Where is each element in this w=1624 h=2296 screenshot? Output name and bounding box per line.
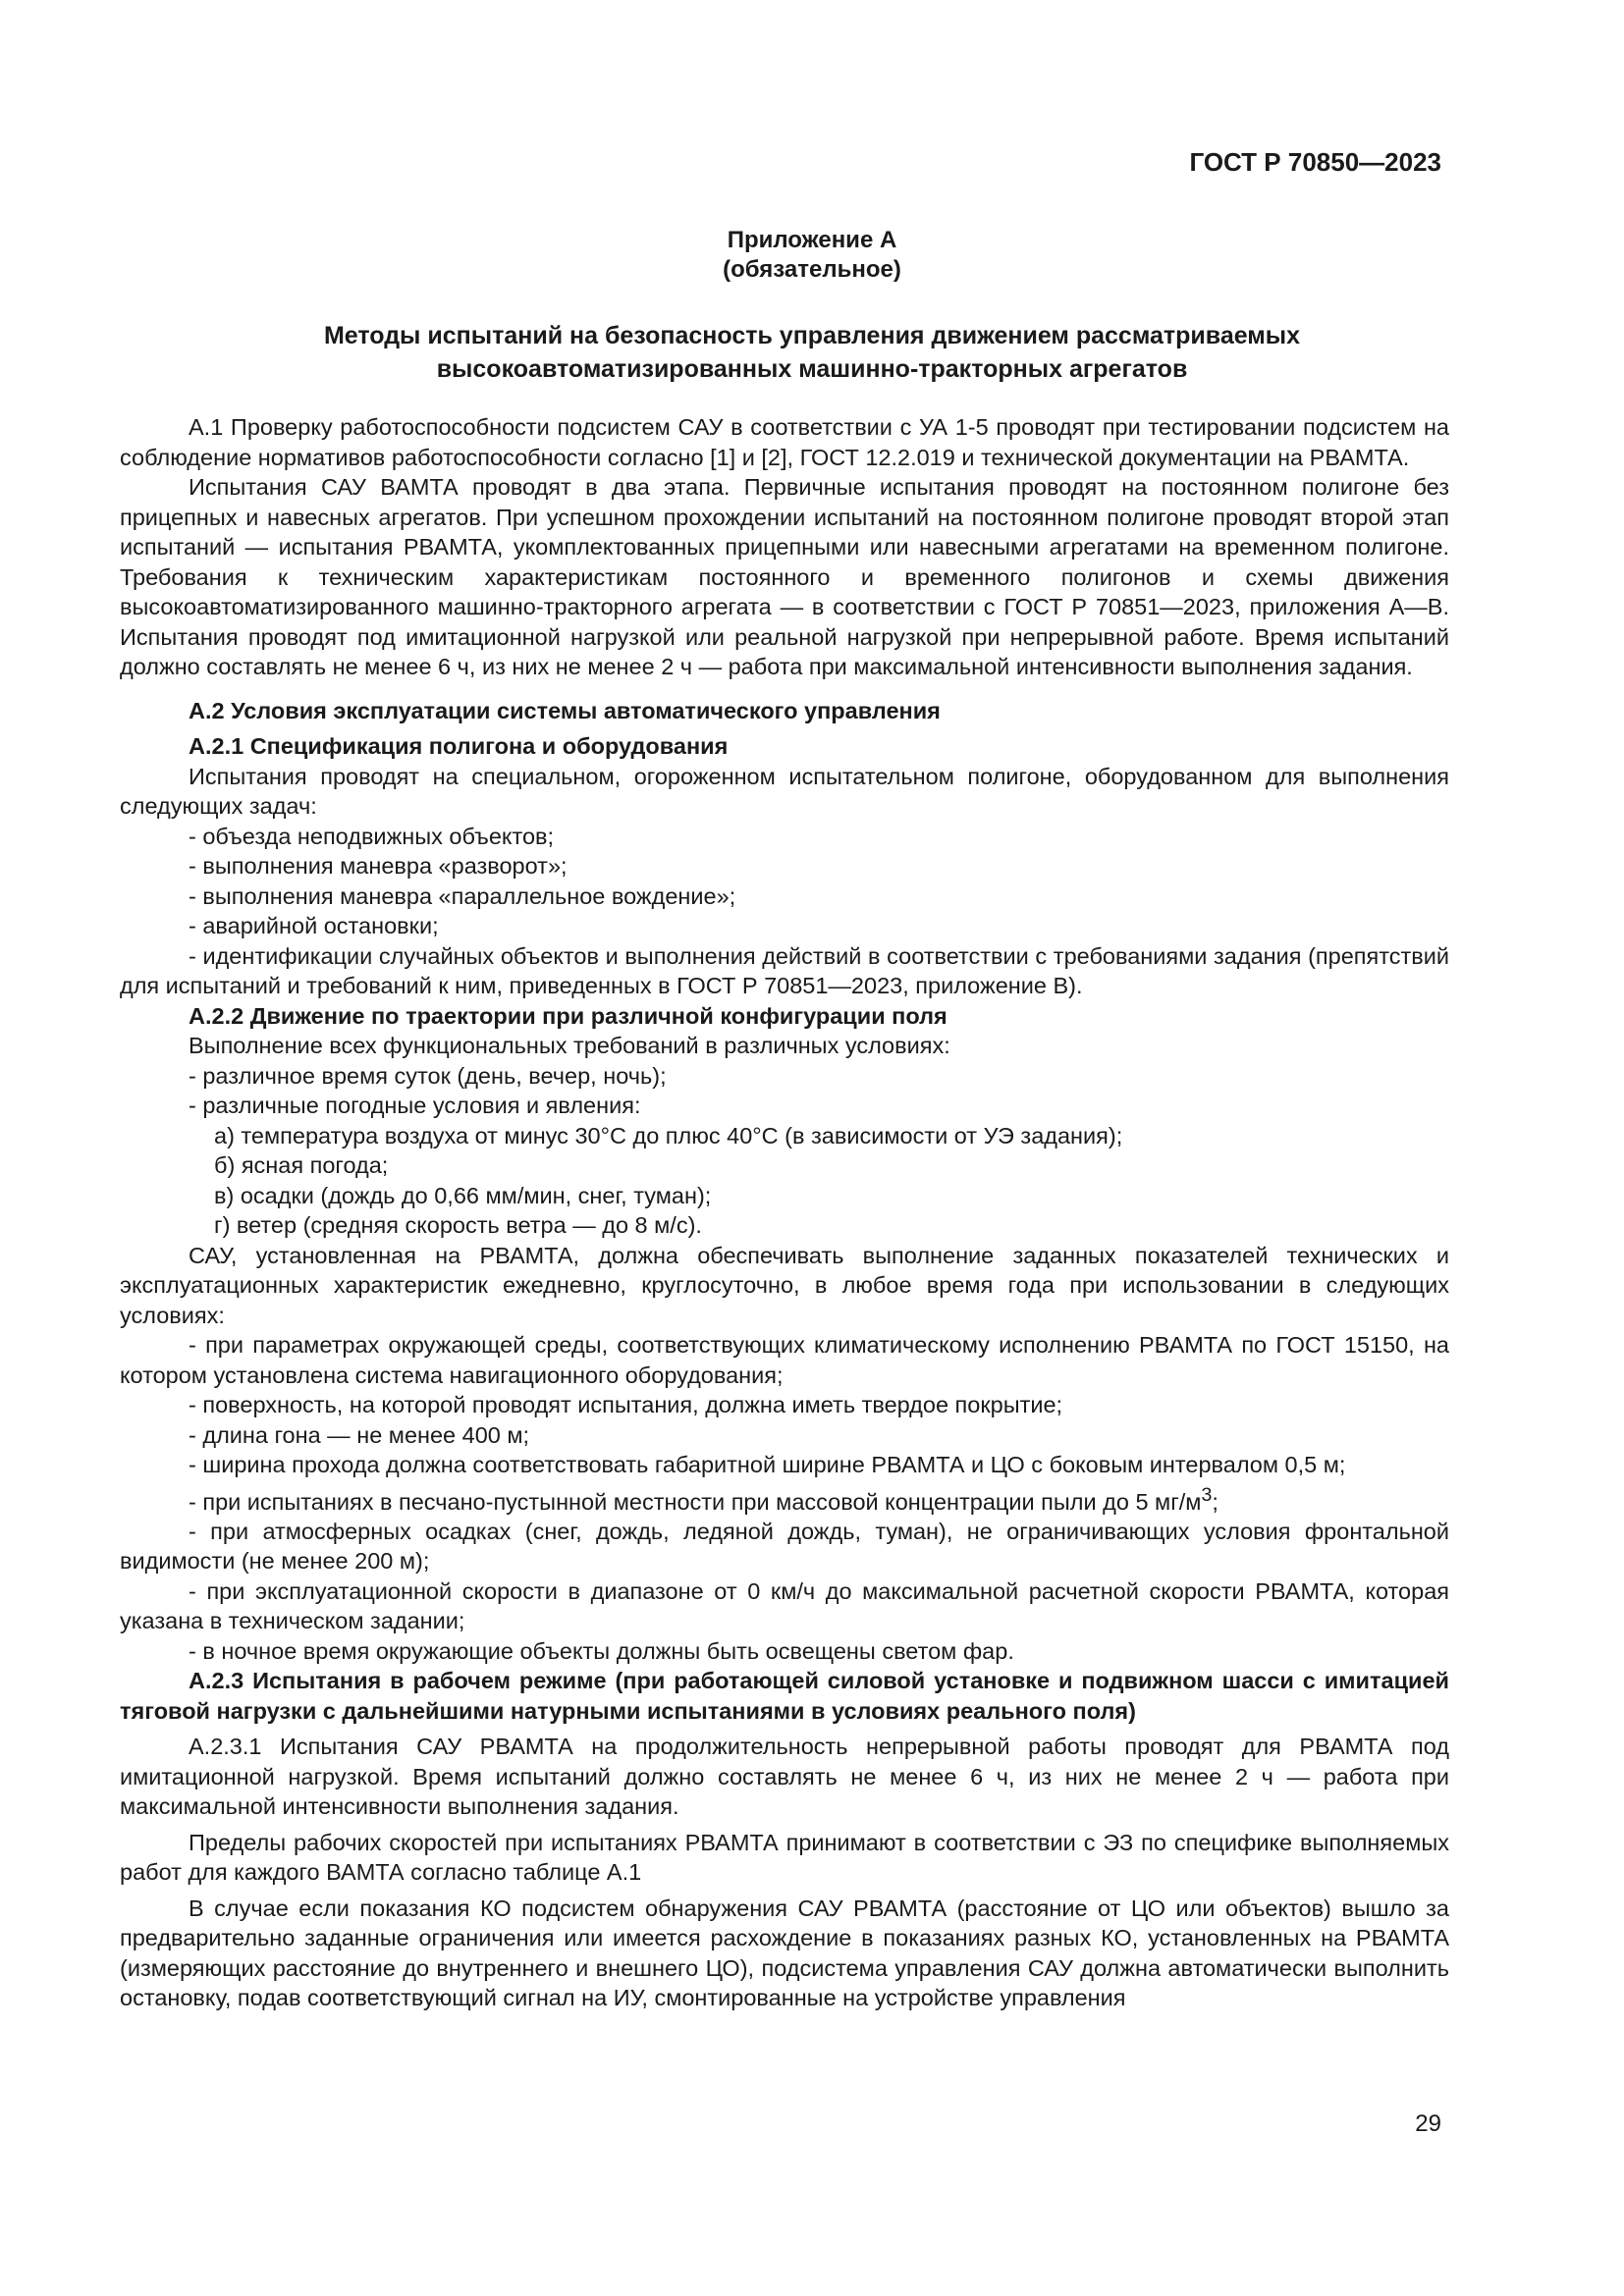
title-line-2: высокоавтоматизированных машинно-тракторных агрегатов [436, 355, 1188, 383]
sub-list-item: в) осадки (дождь до 0,66 мм/мин, снег, туман); [214, 1182, 712, 1208]
list-item-dust [120, 1480, 1449, 1517]
paragraph-a21-intro: Испытания проводят на специальном, огороженном испытательном полигоне, оборудованном для выполнения следующих задач: [120, 763, 1449, 819]
list-item: - аварийной остановки; [189, 913, 439, 938]
paragraph-sau-conditions: САУ, установленная на РВАМТА, должна обеспечивать выполнение заданных показателей технических и эксплуатационных характеристик ежедневно, круглосуточно, в любое время года при использовании в следующих условиях: [120, 1242, 1449, 1328]
list-item: - различные погодные условия и явления: [189, 1093, 641, 1118]
list-item: - объезда неподвижных объектов; [189, 823, 555, 849]
list-item: - различное время суток (день, вечер, ночь); [189, 1062, 667, 1089]
paragraph-a1: А.1 Проверку работоспособности подсистем САУ в соответствии с УА 1-5 проводят при тестировании подсистем на соблюдение нормативов работоспособности согласно [1] и [2], ГОСТ 12.2.019 и технической документации на РВАМТА. [120, 414, 1449, 470]
sub-list-item: б) ясная погода; [214, 1152, 389, 1178]
list-item: - в ночное время окружающие объекты должны быть освещены светом фар. [189, 1637, 1014, 1664]
heading-a22: А.2.2 Движение по траектории при различной конфигурации поля [189, 1002, 947, 1029]
list-item: - ширина прохода должна соответствовать габаритной ширине РВАМТА и ЦО с боковым интервалом 0,5 м; [189, 1452, 1346, 1477]
dust-end: ; [1212, 1488, 1218, 1515]
title-line-1: Методы испытаний на безопасность управления движением рассматриваемых [323, 322, 1301, 349]
list-item: - длина гона — не менее 400 м; [189, 1421, 530, 1448]
paragraph-speed-limits: Пределы рабочих скоростей при испытаниях РВАМТА принимают в соответствии с ЭЗ по специфике выполняемых работ для каждого ВАМТА согласно таблице А.1 [120, 1829, 1449, 1886]
appendix-heading [0, 226, 1624, 285]
page-number: 29 [1415, 2110, 1441, 2137]
superscript: 3 [1201, 1483, 1213, 1506]
dust-text: - при испытаниях в песчано-пустынной местности при массовой концентрации пыли до 5 мг/м [189, 1488, 1202, 1515]
list-item: - выполнения маневра «разворот»; [189, 853, 568, 879]
sub-list-item: г) ветер (средняя скорость ветра — до 8 м/с). [214, 1212, 702, 1238]
list-item: - идентификации случайных объектов и выполнения действий в соответствии с требованиями задания (препятствий для испытаний и требований к ним, приведенных в ГОСТ Р 70851—2023, приложение В). [120, 942, 1449, 998]
paragraph-a231: А.2.3.1 Испытания САУ РВАМТА на продолжительность непрерывной работы проводят для РВАМТА под имитационной нагрузкой. Время испытаний должно составлять не менее 6 ч, из них не менее 2 ч — работа при максимальной интенсивности выполнения задания. [120, 1734, 1449, 1820]
list-item: - при параметрах окружающей среды, соответствующих климатическому исполнению РВАМТА по ГОСТ 15150, на котором установлена система навигационного оборудования; [120, 1332, 1449, 1388]
paragraph-ko-stop: В случае если показания КО подсистем обнаружения САУ РВАМТА (расстояние от ЦО или объектов) вышло за предварительно заданные ограничения или имеется расхождение в показаниях разных КО, установленных на РВАМТА (измеряющих расстояние до внутреннего и внешнего ЦО), подсистема управления САУ должна автоматически выполнить остановку, подав соответствующий сигнал на ИУ, смонтированные на устройстве управления [120, 1895, 1449, 2011]
sub-list-item: а) температура воздуха от минус 30°С до плюс 40°С (в зависимости от УЭ задания); [214, 1122, 1123, 1148]
list-item: - выполнения маневра «параллельное вождение»; [189, 882, 736, 909]
paragraph-a22-intro: Выполнение всех функциональных требований в различных условиях: [189, 1033, 950, 1058]
document-body [120, 412, 1449, 2013]
paragraph-a1-stages: Испытания САУ ВАМТА проводят в два этапа. Первичные испытания проводят на постоянном полигоне без прицепных и навесных агрегатов. При успешном прохождении испытаний на постоянном полигоне проводят второй этап испытаний — испытания РВАМТА, укомплектованных прицепными или навесными агрегатами на временном полигоне. Требования к техническим характеристикам постоянного и временного полигонов и схемы движения высокоавтоматизированного машинно-тракторного агрегата — в соответствии с ГОСТ Р 70851—2023, приложения А—В. Испытания проводят под имитационной нагрузкой или реальной нагрузкой при непрерывной работе. Время испытаний должно составлять не менее 6 ч, из них не менее 2 ч — работа при максимальной интенсивности выполнения задания. [120, 474, 1449, 679]
heading-a2: А.2 Условия эксплуатации системы автоматического управления [189, 697, 941, 723]
standard-number: ГОСТ Р 70850—2023 [1189, 147, 1441, 177]
appendix-label: Приложение А [727, 227, 897, 253]
list-item: - при атмосферных осадках (снег, дождь, ледяной дождь, туман), не ограничивающих условия фронтальной видимости (не менее 200 м); [120, 1518, 1449, 1575]
list-item: - поверхность, на которой проводят испытания, должна иметь твердое покрытие; [189, 1392, 1063, 1417]
appendix-status: (обязательное) [723, 256, 901, 283]
heading-a23: А.2.3 Испытания в рабочем режиме (при работающей силовой установке и подвижном шасси с имитацией тяговой нагрузки с дальнейшими натурными испытаниями в условиях реального поля) [120, 1668, 1449, 1724]
appendix-title [0, 319, 1624, 386]
list-item: - при эксплуатационной скорости в диапазоне от 0 км/ч до максимальной расчетной скорости РВАМТА, которая указана в техническом задании; [120, 1577, 1449, 1634]
heading-a21: А.2.1 Спецификация полигона и оборудования [189, 733, 729, 759]
